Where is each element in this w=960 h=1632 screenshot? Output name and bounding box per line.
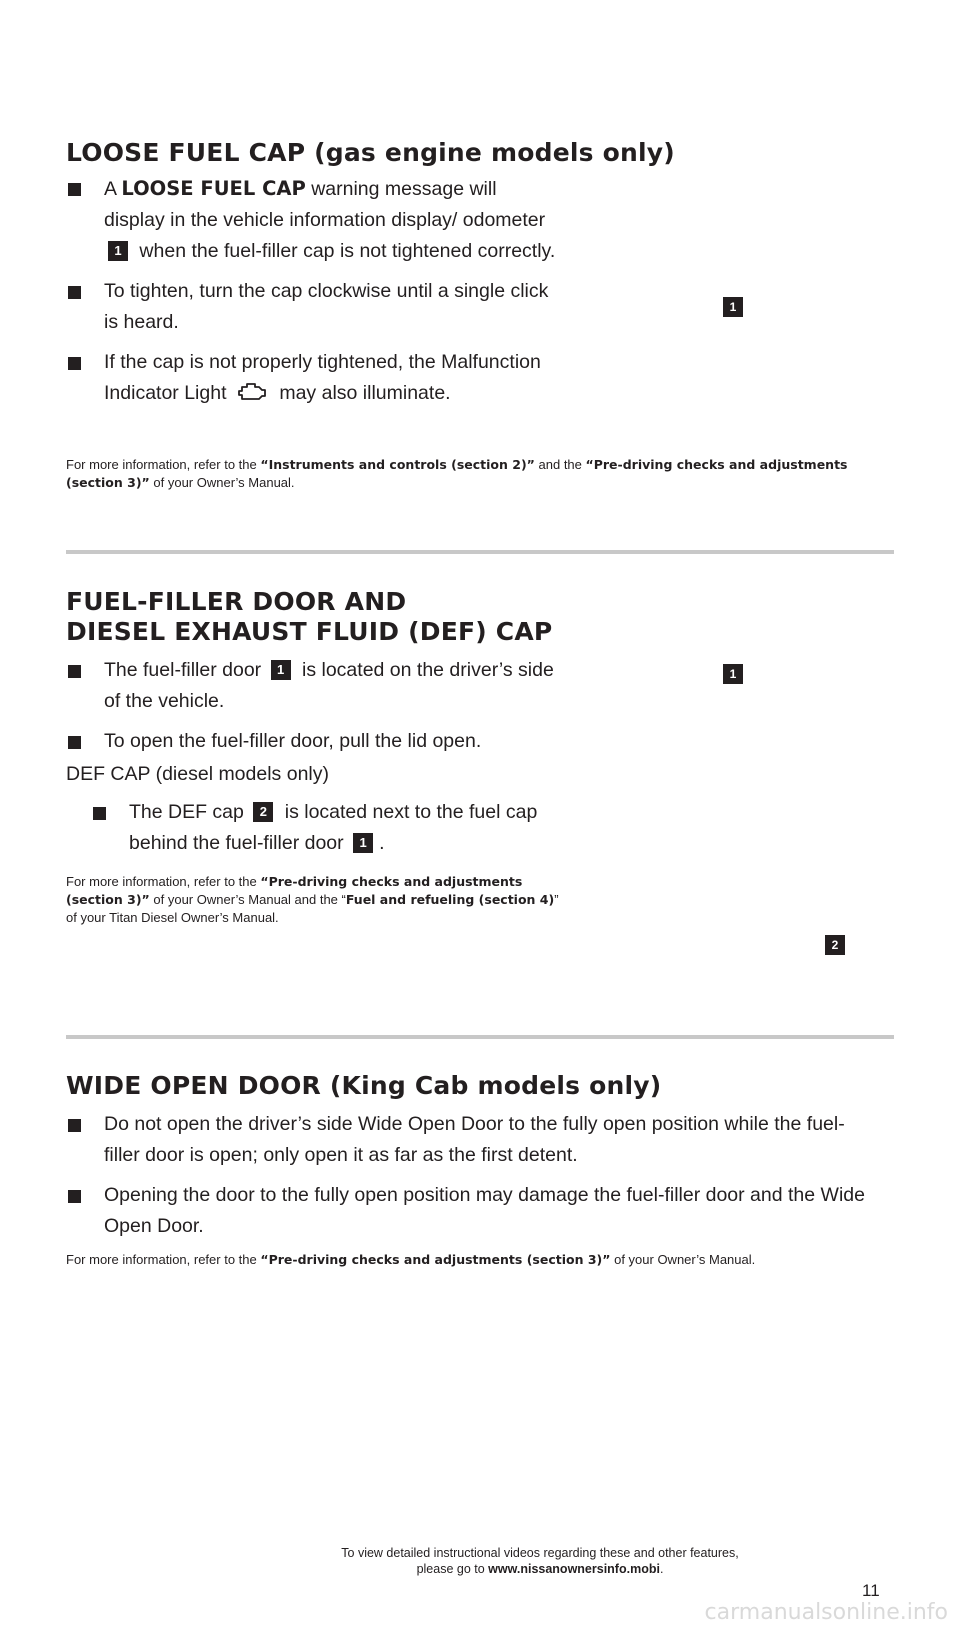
bullet-square-icon: [68, 183, 81, 196]
reference-note: For more information, refer to the “Pre-driving checks and adjustments (section 3)” of your Owner’s Manual.: [66, 1252, 756, 1267]
callout-badge: 2: [253, 802, 273, 822]
callout-badge: 1: [271, 660, 291, 680]
image-callout-1: 1: [723, 297, 743, 317]
list-item: The DEF cap 2 is located next to the fuel cap behind the fuel-filler door 1 .: [91, 797, 561, 859]
reference-note: For more information, refer to the “Instruments and controls (section 2)” and the “Pre-driving checks and adjustments (section 3)” of your Owner’s Manual.: [66, 457, 848, 490]
image-callout-2: 2: [825, 935, 845, 955]
list-item: The fuel-filler door 1 is located on the driver’s side of the vehicle.: [66, 655, 556, 717]
image-callout-1: 1: [723, 664, 743, 684]
bullet-square-icon: [68, 357, 81, 370]
bullet-square-icon: [93, 807, 106, 820]
bullet-square-icon: [68, 1119, 81, 1132]
page-number: 11: [862, 1581, 880, 1600]
bullet-square-icon: [68, 286, 81, 299]
section-title-loose-fuel-cap: LOOSE FUEL CAP (gas engine models only): [66, 138, 675, 167]
callout-badge: 1: [108, 241, 128, 261]
wide-open-door-bullets: [66, 1109, 876, 1251]
owners-info-link[interactable]: www.nissanownersinfo.mobi: [488, 1562, 660, 1576]
section-divider: [66, 1035, 894, 1039]
bullet-square-icon: [68, 665, 81, 678]
list-item: Opening the door to the fully open position may damage the fuel-filler door and the Wide Open Door.: [66, 1180, 876, 1242]
section-title-fuel-filler-door: FUEL-FILLER DOOR AND DIESEL EXHAUST FLUID (DEF) CAP: [66, 587, 553, 646]
def-cap-bullets: [91, 797, 561, 868]
warning-message-name: LOOSE FUEL CAP: [121, 177, 306, 200]
list-item: If the cap is not properly tightened, the Malfunction Indicator Light may also illuminate.: [66, 347, 556, 409]
check-engine-icon: [234, 379, 268, 405]
callout-badge: 1: [353, 833, 373, 853]
watermark: carmanualsonline.info: [704, 1600, 948, 1625]
section-divider: [66, 550, 894, 554]
loose-fuel-cap-bullets: [66, 173, 556, 418]
list-item: Do not open the driver’s side Wide Open Door to the fully open position while the fuel-filler door is open; only open it as far as the first detent.: [66, 1109, 876, 1171]
def-cap-subheading: DEF CAP (diesel models only): [66, 763, 329, 785]
bullet-square-icon: [68, 1190, 81, 1203]
section-title-wide-open-door: WIDE OPEN DOOR (King Cab models only): [66, 1071, 662, 1100]
list-item: A LOOSE FUEL CAP warning message will display in the vehicle information display/ odometer 1 when the fuel-filler cap is not tightened correctly.: [66, 173, 556, 267]
footer-note: To view detailed instructional videos regarding these and other features, please go to www.nissanownersinfo.mobi.: [341, 1546, 739, 1576]
bullet-square-icon: [68, 736, 81, 749]
reference-note: For more information, refer to the “Pre-driving checks and adjustments (section 3)” of your Owner’s Manual and the “Fuel and refueling (section 4)” of your Titan Diesel Owner’s Manual.: [66, 874, 559, 925]
list-item: To open the fuel-filler door, pull the lid open.: [66, 726, 556, 757]
list-item: To tighten, turn the cap clockwise until a single click is heard.: [66, 276, 556, 338]
fuel-filler-door-bullets: [66, 655, 556, 766]
